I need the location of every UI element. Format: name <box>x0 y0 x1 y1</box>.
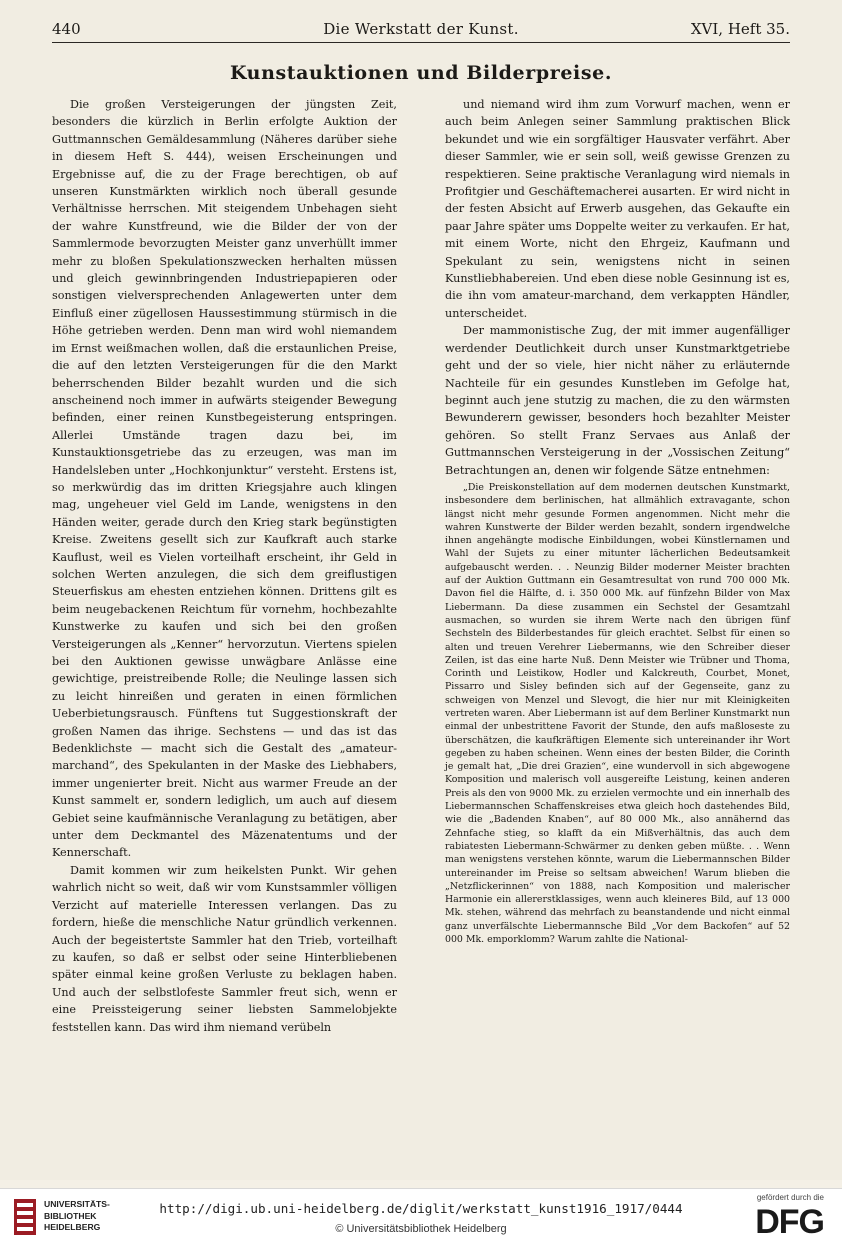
copyright-notice: © Universitätsbibliothek Heidelberg <box>335 1223 507 1235</box>
sponsor-caption: gefördert durch die <box>756 1193 824 1202</box>
paragraph: Damit kommen wir zum heikelsten Punkt. Wir gehen wahrlich nicht so weit, daß wir vom Kunstsammler völligen Verzicht auf materielle Interessen verlangen. Das zu fordern, hieße die menschliche Natur gründlich verkennen. Auch der begeistertste Sammler hat den Trieb, vorteilhaft zu kaufen, so daß er selbst oder seine Hinterbliebenen später einmal keine großen Verluste zu beklagen haben. Und auch der selbstlofeste Sammler freut sich, wenn er eine Preissteigerung seiner liebsten Sammelobjekte feststellen kann. Das wird ihm niemand verübeln <box>52 863 397 1034</box>
dfg-logo: DFG <box>755 1203 824 1241</box>
paragraph: Die großen Versteigerungen der jüngsten Zeit, besonders die kürzlich in Berlin erfolgte Auktion der Guttmannschen Gemäldesammlung (Näheres darüber siehe in diesem Heft S. 444), weisen Erscheinungen und Ergebnisse auf, die zu der Frage berechtigen, ob auf unseren Kunstmärkten wirklich noch überall gesunde Verhältnisse herrschen. Mit steigendem Unbehagen sieht der wahre Kunstfreund, wie die Bilder der von der Sammlermode bevorzugten Meister ganz unverhüllt immer mehr zu bloßen Spekulationszwecken herhalten müssen und gleich gewinnbringenden Industriepapieren oder sonstigen vielversprechenden Anlagewerten unter dem Einfluß einer zügellosen Haussestimmung stürmisch in die Höhe getrieben werden. Denn man wird wohl niemandem im Ernst weißmachen wollen, daß die erstaunlichen Preise, die auf den letzten Versteigerungen für die den Markt beherrschenden Bilder bezahlt wurden und die sich anscheinend noch immer in aufwärts steigender Bewegung befinden, einer reinen Kunstbegeisterung entspringen. Allerlei Umstände tragen dazu bei, im Kunstauktionsgetriebe das zu erzeugen, was man im Handelsleben unter „Hochkonjunktur“ versteht. Erstens ist, so merkwürdig das im dritten Kriegsjahre auch klingen mag, ungeheuer viel Geld im Lande, wenigstens in den Händen weiter, gerade durch den Krieg stark begünstigten Kreise. Zweitens gesellt sich zur Kaufkraft auch starke Kauflust, weil es Vielen vorteilhaft erscheint, ihr Geld in solchen Werten anzulegen, die sich dem greiflustigen Steuerfiskus am ehesten entziehen können. Drittens gilt es beim neugebackenen Reichtum für vornehm, hochbezahlte Kunstwerke zu kaufen und sich bei den großen Versteigerungen als „Kenner“ hervorzutun. Viertens spielen bei den Auktionen gewisse unwägbare Anlässe eine gewichtige, preistreibende Rolle; die Neulinge lassen sich zu leicht hinreißen und geraten in einen förmlichen Ueberbietungsrausch. Fünftens tut Suggestionskraft der großen Namen das ihrige. Sechstens — und das ist das Bedenklichste — macht sich die Gestalt des „amateur-marchand“, des Spekulanten in der Maske des Liebhabers, immer ungenierter breit. Nicht aus warmer Freude an der Kunst sammelt er, sondern lediglich, um auch auf diesem Gebiet seine kaufmännische Veranlagung zu betätigen, aber unter dem Deckmantel des Mäzenatentums und der Kennerschaft. <box>52 98 397 860</box>
paragraph: und niemand wird ihm zum Vorwurf machen, wenn er auch beim Anlegen seiner Sammlung praktischen Blick bekundet und wie ein sorgfältiger Hausvater verfährt. Aber dieser Sammler, wie er sein soll, weiß gewisse Grenzen zu respektieren. Seine praktische Veranlagung wird niemals in Profitgier und Geschäftemacherei ausarten. Er wird nicht in der festen Absicht auf Erwerb ausgehen, das Gekaufte ein paar Jahre später ums Doppelte weiter zu verkaufen. Er hat, mit einem Worte, nicht den Ehrgeiz, Kaufmann und Spekulant zu sein, wenigstens nicht in seinen Kunstliebhabereien. Und eben diese noble Gesinnung ist es, die ihn vom amateur-marchand, dem verkappten Händler, unterscheidet. <box>445 98 790 320</box>
quotation-block <box>445 481 790 946</box>
permalink-url[interactable]: http://digi.ub.uni-heidelberg.de/diglit/werkstatt_kunst1916_1917/0444 <box>159 1201 683 1216</box>
paragraph: Der mammonistische Zug, der mit immer augenfälliger werdender Deutlichkeit durch unser Kunstmarktgetriebe geht und der so viele, hier nicht näher zu erläuternde Nachteile für ein gesundes Kunstleben im Gefolge hat, beginnt auch jene stutzig zu machen, die zu den wärmsten Bewunderern gewisser, besonders hoch bezahlter Meister gehören. So stellt Franz Servaes aus Anlaß der Guttmannschen Versteigerung in der „Vossischen Zeitung“ Betrachtungen an, denen wir folgende Sätze entnehmen: <box>445 324 790 477</box>
quotation-paragraph: „Die Preiskonstellation auf dem modernen deutschen Kunstmarkt, insbesondere dem berlinischen, hat allmählich extravagante, schon längst nicht mehr gesunde Formen angenommen. Nicht mehr die wahren Kunstwerte der Bilder werden bezahlt, sondern irgendwelche ihnen angehängte modische Einbildungen, wobei Künstlernamen und Wahl der Sujets zu einer mitunter lächerlichen Bedeutsamkeit aufgebauscht werden. . . Neunzig Bilder moderner Meister brachten auf der Auktion Guttmann ein Gesamtresultat von rund 700 000 Mk. Davon fiel die Hälfte, d. i. 350 000 Mk. auf fünfzehn Bilder von Max Liebermann. Da diese zusammen ein Sechstel der Gesamtzahl ausmachen, so wurden sie ihrem Werte nach den übrigen fünf Sechsteln des Bilderbestandes für gleich erachtet. Selbst für einen so alten und treuen Verehrer Liebermanns, wie den Schreiber dieser Zeilen, ist das eine harte Nuß. Denn Meister wie Trübner und Thoma, Corinth und Leistikow, Hodler und Kalckreuth, Courbet, Monet, Pissarro und Sisley befinden sich auf der Gegenseite, ganz zu schweigen von Menzel und Slevogt, die hier nur mit Kleinigkeiten vertreten waren. Aber Liebermann ist auf dem Berliner Kunstmarkt nun einmal der unbestrittene Favorit der Stunde, den aufs maßloseste zu überschätzen, die kaufkräftigen Elemente sich untereinander ihr Wort gegeben zu haben scheinen. Wenn eines der besten Bilder, die Corinth je gemalt hat, „Die drei Grazien“, eine wundervoll in sich abgewogene Komposition und malerisch voll ausgereifte Leistung, keinen anderen Preis als den von 9000 Mk. zu erzielen vermochte und ein innerhalb des Liebermannschen Schaffenskreises etwa gleich hoch dastehendes Bild, wie die „Badenden Knaben“, auf 80 000 Mk., also annähernd das Zehnfache stieg, so klafft da ein Mißverhältnis, das auch dem rabiatesten Liebermann-Schwärmer zu denken geben müßte. . . Wenn man wenigstens verstehen könnte, warum die Liebermannschen Bilder untereinander im Preise so seltsam abweichen! Warum blieben die „Netzflickerinnen“ von 1888, nach Komposition und malerischer Harmonie ein allererstklassiges, wenn auch kleineres Bild, auf 13 000 Mk. stehen, während das mehrfach zu beanstandende und nicht einmal ganz unverfälschte Liebermannsche Bild „Vor dem Backofen“ auf 52 000 Mk. emporklomm? Warum zahlte die National- <box>445 481 790 946</box>
left-column <box>52 96 397 1036</box>
viewer-footer <box>0 1188 842 1246</box>
running-head <box>52 18 790 43</box>
library-name: UNIVERSITÄTS- BIBLIOTHEK HEIDELBERG <box>44 1199 110 1232</box>
page-number: 440 <box>52 20 81 38</box>
article-title: Kunstauktionen und Bilderpreise. <box>229 62 613 84</box>
right-column <box>445 96 790 946</box>
journal-title: Die Werkstatt der Kunst. <box>323 20 519 38</box>
sponsor-logo <box>714 1193 824 1241</box>
volume-issue: XVI, Heft 35. <box>690 20 790 38</box>
